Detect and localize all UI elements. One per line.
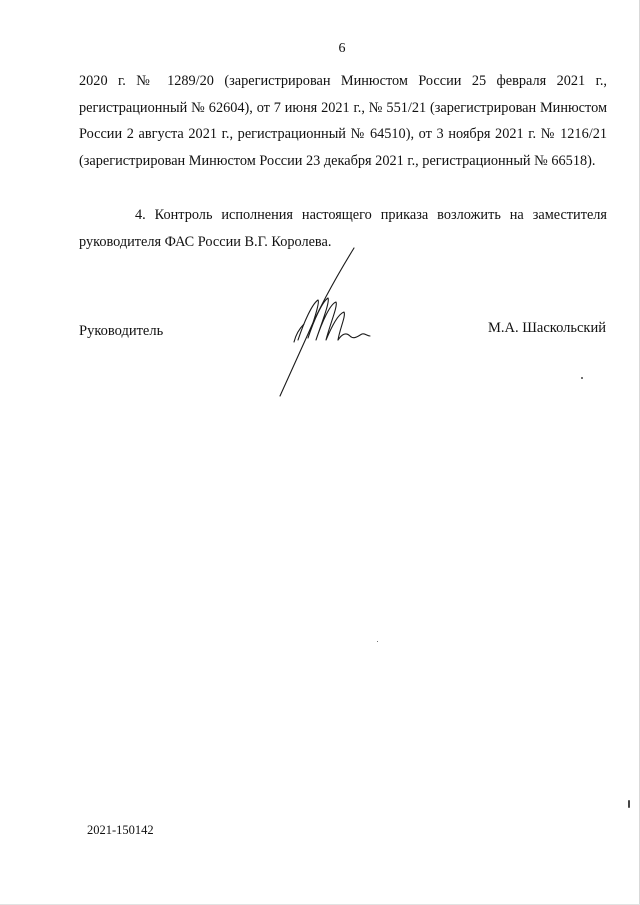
body-paragraph-2: 4. Контроль исполнения настоящего приказа возложить на заместителя руководителя ФАС России В.Г. Королева. (79, 207, 607, 250)
scan-speck (581, 377, 583, 379)
signer-name: М.А. Шаскольский (488, 320, 606, 336)
handwritten-signature (268, 244, 378, 404)
page-number: 6 (338, 41, 346, 56)
scan-speck (377, 641, 378, 642)
document-registration-code: 2021-150142 (87, 823, 154, 837)
signer-position-title: Руководитель (79, 323, 164, 339)
body-paragraph-1: 2020 г. № 1289/20 (зарегистрирован Минюстом России 25 февраля 2021 г., регистрационный № 62604), от 7 июня 2021 г., № 551/21 (зарегистрирован Минюстом России 2 августа 2021 г., регистрационный № 64510), от 3 ноября 2021 г. № 1216/21 (зарегистрирован Минюстом России 23 декабря 2021 г., регистрационный № 66518). (79, 73, 607, 169)
scan-speck (628, 800, 630, 808)
